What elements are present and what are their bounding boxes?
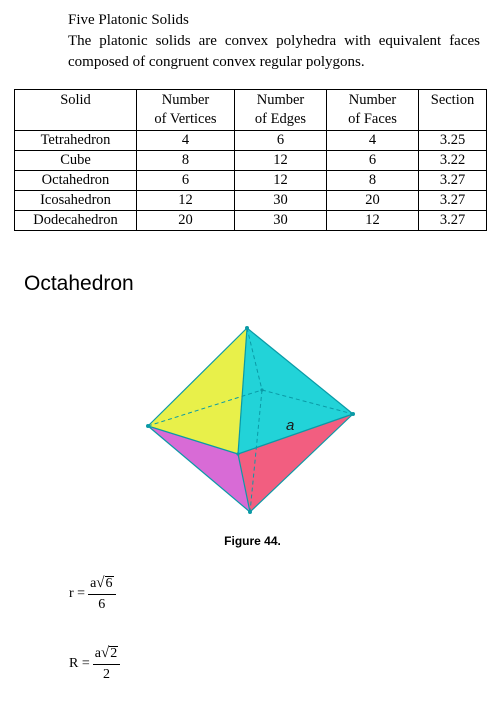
formula-r-sqrt: √ 6 [96, 575, 113, 591]
formula-r-coef: a [90, 576, 97, 591]
formula-r-numerator [88, 575, 115, 595]
cell-solid: Dodecahedron [15, 211, 137, 231]
platonic-solids-table [14, 89, 487, 231]
cell-edges: 30 [235, 211, 327, 231]
cell-vertices: 4 [137, 131, 235, 151]
formula-r-fraction [88, 575, 115, 613]
cell-faces: 8 [327, 171, 419, 191]
intro-title: Five Platonic Solids [68, 12, 189, 28]
cell-section: 3.22 [419, 151, 487, 171]
cell-solid: Icosahedron [15, 191, 137, 211]
table-row [15, 131, 487, 151]
header-faces: Number of Faces [327, 90, 419, 131]
intro-block [68, 10, 480, 73]
cell-vertices: 8 [137, 151, 235, 171]
formula-r-denominator: 6 [98, 597, 106, 612]
cell-solid: Tetrahedron [15, 131, 137, 151]
formula-R-coef: a [94, 646, 101, 661]
cell-section: 3.27 [419, 211, 487, 231]
formula-R-fraction [93, 645, 120, 683]
formula-R-denominator: 2 [102, 667, 110, 682]
cell-section: 3.25 [419, 131, 487, 151]
formula-R-sqrt: √ 2 [100, 645, 118, 661]
cell-faces: 20 [327, 191, 419, 211]
cell-faces: 6 [327, 151, 419, 171]
cell-edges: 30 [235, 191, 327, 211]
cell-section: 3.27 [419, 191, 487, 211]
cell-faces: 12 [327, 211, 419, 231]
section-heading: Octahedron [24, 272, 134, 295]
table-row [15, 151, 487, 171]
header-section: Section [419, 90, 487, 131]
table-row [15, 171, 487, 191]
header-edges: Number of Edges [235, 90, 327, 131]
edge-label: a [286, 417, 295, 434]
cell-section: 3.27 [419, 171, 487, 191]
table-header-row [15, 90, 487, 131]
formula-R-numerator [93, 645, 120, 665]
intro-description: The platonic solids are convex polyhedra with equivalent faces composed of congruent convex regular polygons. [68, 33, 480, 70]
header-solid: Solid [15, 90, 137, 131]
cell-faces: 4 [327, 131, 419, 151]
octahedron-figure [140, 322, 360, 517]
formula-R-lhs: R = [69, 656, 90, 671]
cell-vertices: 20 [137, 211, 235, 231]
figure-caption: Figure 44. [224, 534, 281, 548]
table-row [15, 211, 487, 231]
cell-solid: Octahedron [15, 171, 137, 191]
formula-r-lhs: r = [69, 586, 86, 601]
cell-edges: 12 [235, 151, 327, 171]
formula-circumradius [69, 645, 120, 683]
cell-edges: 12 [235, 171, 327, 191]
formula-inradius [69, 575, 116, 613]
cell-vertices: 12 [137, 191, 235, 211]
cell-solid: Cube [15, 151, 137, 171]
cell-edges: 6 [235, 131, 327, 151]
table-row [15, 191, 487, 211]
formula-R-radicand: 2 [110, 646, 118, 661]
cell-vertices: 6 [137, 171, 235, 191]
formula-r-radicand: 6 [105, 576, 113, 591]
header-vertices: Number of Vertices [137, 90, 235, 131]
